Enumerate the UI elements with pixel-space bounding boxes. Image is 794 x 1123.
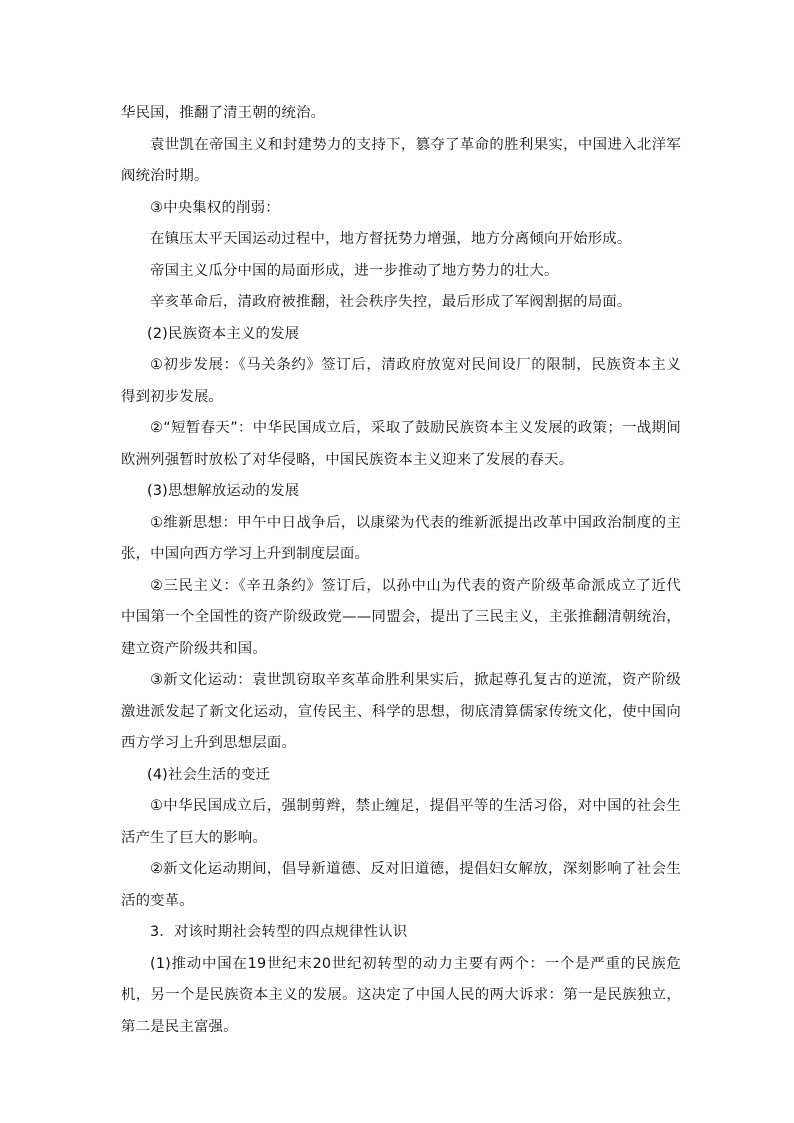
section-heading: (3)思想解放运动的发展 [147,483,300,499]
document-body [121,98,681,1043]
paragraph: (1)推动中国在19世纪末20世纪初转型的动力主要有两个：一个是严重的民族危机，另一个是民族资本主义的发展。这决定了中国人民的两大诉求：第一是民族独立，第二是民主富强。 [121,955,681,1035]
section-heading: (2)民族资本主义的发展 [147,325,300,342]
paragraph: ③新文化运动：袁世凯窃取辛亥革命胜利果实后，掀起尊孔复古的逆流，资产阶级激进派发起了新文化运动，宣传民主、科学的思想，彻底清算儒家传统文化，使中国向西方学习上升到思想层面。 [121,672,681,751]
paragraph: ①维新思想：甲午中日战争后，以康梁为代表的维新派提出改革中国政治制度的主张，中国向西方学习上升到制度层面。 [121,514,681,562]
paragraph: ①初步发展：《马关条约》签订后，清政府放宽对民间设厂的限制，民族资本主义得到初步发展。 [121,357,681,405]
paragraph: 帝国主义瓜分中国的局面形成，进一步推动了地方势力的壮大。 [150,262,559,279]
section-heading: ③中央集权的削弱： [150,199,280,216]
paragraph: ①中华民国成立后，强制剪辫，禁止缠足，提倡平等的生活习俗，对中国的社会生活产生了巨大的影响。 [121,798,681,846]
paragraph: 在镇压太平天国运动过程中，地方督抚势力增强，地方分离倾向开始形成。 [150,231,632,247]
section-heading: (4)社会生活的变迁 [147,766,271,783]
paragraph: 袁世凯在帝国主义和封建势力的支持下，篡夺了革命的胜利果实，中国进入北洋军阀统治时期。 [121,136,681,184]
paragraph: ②三民主义：《辛丑条约》签订后，以孙中山为代表的资产阶级革命派成立了近代中国第一个全国性的资产阶级政党——同盟会，提出了三民主义，主张推翻清朝统治，建立资产阶级共和国。 [121,577,681,657]
paragraph: 辛亥革命后，清政府被推翻，社会秩序失控，最后形成了军阀割据的局面。 [150,294,632,310]
paragraph: ②新文化运动期间，倡导新道德、反对旧道德，提倡妇女解放，深刻影响了社会生活的变革。 [121,861,681,909]
paragraph: ②“短暂春天”：中华民国成立后，采取了鼓励民族资本主义发展的政策；一战期间欧洲列强暂时放松了对华侵略，中国民族资本主义迎来了发展的春天。 [121,420,681,468]
paragraph: 华民国，推翻了清王朝的统治。 [121,105,326,121]
section-heading: 3．对该时期社会转型的四点规律性认识 [150,924,408,940]
